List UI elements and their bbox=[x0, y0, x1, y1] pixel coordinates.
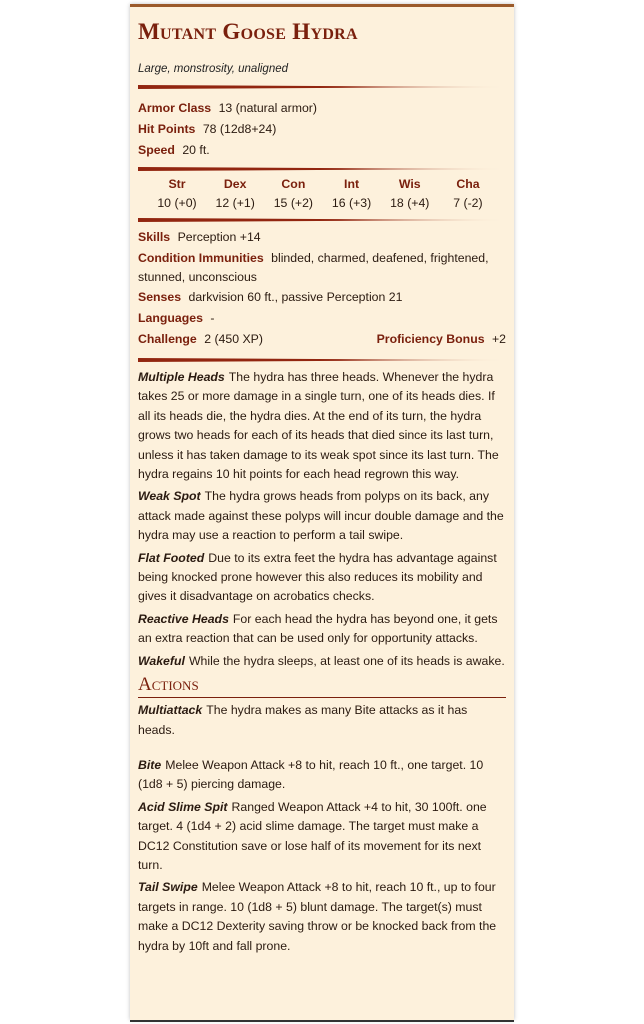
condition-immunities-label: Condition Immunities bbox=[138, 251, 264, 265]
languages bbox=[138, 308, 506, 329]
action-tail-swipe bbox=[138, 878, 506, 956]
ability-name: Cha bbox=[456, 177, 480, 191]
trait-multiple-heads bbox=[138, 368, 506, 484]
ability-str bbox=[149, 175, 205, 214]
ability-scores bbox=[138, 175, 506, 214]
armor-class-value: 13 (natural armor) bbox=[218, 101, 317, 115]
creature-name: Mutant Goose Hydra bbox=[138, 19, 358, 44]
trait-flat-footed bbox=[138, 549, 506, 607]
hit-points-value: 78 (12d8+24) bbox=[202, 122, 277, 136]
ability-name: Int bbox=[344, 177, 360, 191]
spacer bbox=[138, 743, 506, 756]
senses bbox=[138, 287, 506, 308]
skills-label: Skills bbox=[138, 230, 171, 244]
actions-heading: Actions bbox=[138, 674, 506, 698]
ability-wis bbox=[382, 175, 438, 214]
trait-wakeful bbox=[138, 652, 506, 671]
trait-text: The hydra grows heads from polyps on its back, any attack made against these polyps will incur double damage and the hydra may use a reaction to perform a tail swipe. bbox=[138, 489, 504, 543]
action-name: Bite bbox=[138, 757, 162, 772]
trait-weak-spot bbox=[138, 487, 506, 545]
ability-dex bbox=[207, 175, 263, 214]
trait-name: Weak Spot bbox=[138, 489, 201, 504]
ability-value: 18 (+4) bbox=[390, 196, 430, 210]
speed-value: 20 ft. bbox=[182, 143, 210, 157]
proficiency-label: Proficiency Bonus bbox=[376, 332, 485, 346]
proficiency-bonus bbox=[377, 329, 506, 350]
hit-points bbox=[138, 119, 506, 140]
armor-class-label: Armor Class bbox=[138, 101, 212, 115]
speed bbox=[138, 140, 506, 161]
proficiency-value: +2 bbox=[491, 332, 506, 346]
divider bbox=[138, 358, 506, 362]
trait-text: The hydra has three heads. Whenever the hydra takes 25 or more damage in a single turn, one of its heads dies. If all its heads die, the hydra dies. At the end of its turn, the hydra grows two heads for each of its heads that died since its last turn, unless it has taken damage to its weak spot since its last turn. The hydra regains 10 hit points for each head regrown this way. bbox=[138, 370, 499, 482]
action-name: Acid Slime Spit bbox=[138, 799, 228, 814]
condition-immunities bbox=[138, 249, 506, 287]
ability-int bbox=[324, 175, 380, 214]
senses-label: Senses bbox=[138, 290, 182, 304]
action-name: Multiattack bbox=[138, 703, 203, 718]
senses-value: darkvision 60 ft., passive Perception 21 bbox=[188, 290, 403, 304]
condition-immunities-value: blinded, charmed, deafened, frightened, stunned, unconscious bbox=[138, 251, 489, 284]
action-text: Melee Weapon Attack +8 to hit, reach 10 ft., up to four targets in range. 10 (1d8 + 5) blunt damage. The target(s) must make a DC12 Dexterity saving throw or be knocked back from the hydra by 10ft and fall prone. bbox=[138, 880, 497, 953]
ability-value: 10 (+0) bbox=[157, 196, 197, 210]
ability-value: 15 (+2) bbox=[273, 196, 314, 210]
ability-name: Dex bbox=[223, 177, 247, 191]
ability-value: 7 (-2) bbox=[453, 196, 483, 210]
ability-name: Wis bbox=[398, 177, 421, 191]
ability-con bbox=[265, 175, 321, 214]
action-text: The hydra makes as many Bite attacks as it has heads. bbox=[138, 703, 468, 737]
trait-text: Due to its extra feet the hydra has advantage against being knocked prone however this also reduces its mobility and gives it disadvantage on acrobatics checks. bbox=[138, 550, 497, 604]
divider bbox=[138, 85, 506, 89]
trait-name: Multiple Heads bbox=[138, 370, 225, 384]
stat-block-bottom-edge bbox=[130, 1020, 514, 1022]
stat-block bbox=[130, 4, 514, 1020]
trait-text: For each head the hydra has beyond one, it gets an extra reaction that can be used only for opportunity attacks. bbox=[138, 611, 498, 646]
ability-cha bbox=[440, 175, 496, 214]
skills bbox=[138, 227, 506, 248]
action-multiattack bbox=[138, 701, 506, 740]
ability-value: 12 (+1) bbox=[215, 196, 255, 210]
creature-subtitle: Large, monstrosity, unaligned bbox=[138, 63, 289, 75]
trait-name: Flat Footed bbox=[138, 550, 205, 565]
challenge-label: Challenge bbox=[138, 332, 197, 346]
ability-value: 16 (+3) bbox=[331, 196, 372, 210]
action-bite bbox=[138, 756, 506, 795]
trait-name: Wakeful bbox=[138, 653, 185, 668]
languages-value: - bbox=[210, 311, 215, 325]
armor-class bbox=[138, 98, 506, 119]
challenge-value: 2 (450 XP) bbox=[204, 332, 263, 346]
speed-label: Speed bbox=[138, 143, 175, 157]
languages-label: Languages bbox=[138, 311, 203, 325]
challenge bbox=[138, 329, 263, 350]
trait-reactive-heads bbox=[138, 610, 506, 649]
trait-text: While the hydra sleeps, at least one of its heads is awake. bbox=[188, 653, 505, 668]
ability-name: Str bbox=[168, 177, 186, 191]
divider bbox=[138, 218, 506, 222]
ability-name: Con bbox=[281, 177, 306, 191]
hit-points-label: Hit Points bbox=[138, 122, 196, 136]
action-name: Tail Swipe bbox=[138, 880, 198, 895]
challenge-row bbox=[138, 329, 506, 350]
action-text: Melee Weapon Attack +8 to hit, reach 10 ft., one target. 10 (1d8 + 5) piercing damage. bbox=[138, 757, 484, 792]
trait-name: Reactive Heads bbox=[138, 611, 229, 626]
action-text: Ranged Weapon Attack +4 to hit, 30 100ft. one target. 4 (1d4 + 2) acid slime damage. The target must make a DC12 Constitution save or lose half of its movement for its next turn. bbox=[138, 799, 487, 872]
divider bbox=[138, 167, 506, 171]
skills-value: Perception +14 bbox=[177, 230, 261, 244]
action-acid-slime-spit bbox=[138, 798, 506, 876]
